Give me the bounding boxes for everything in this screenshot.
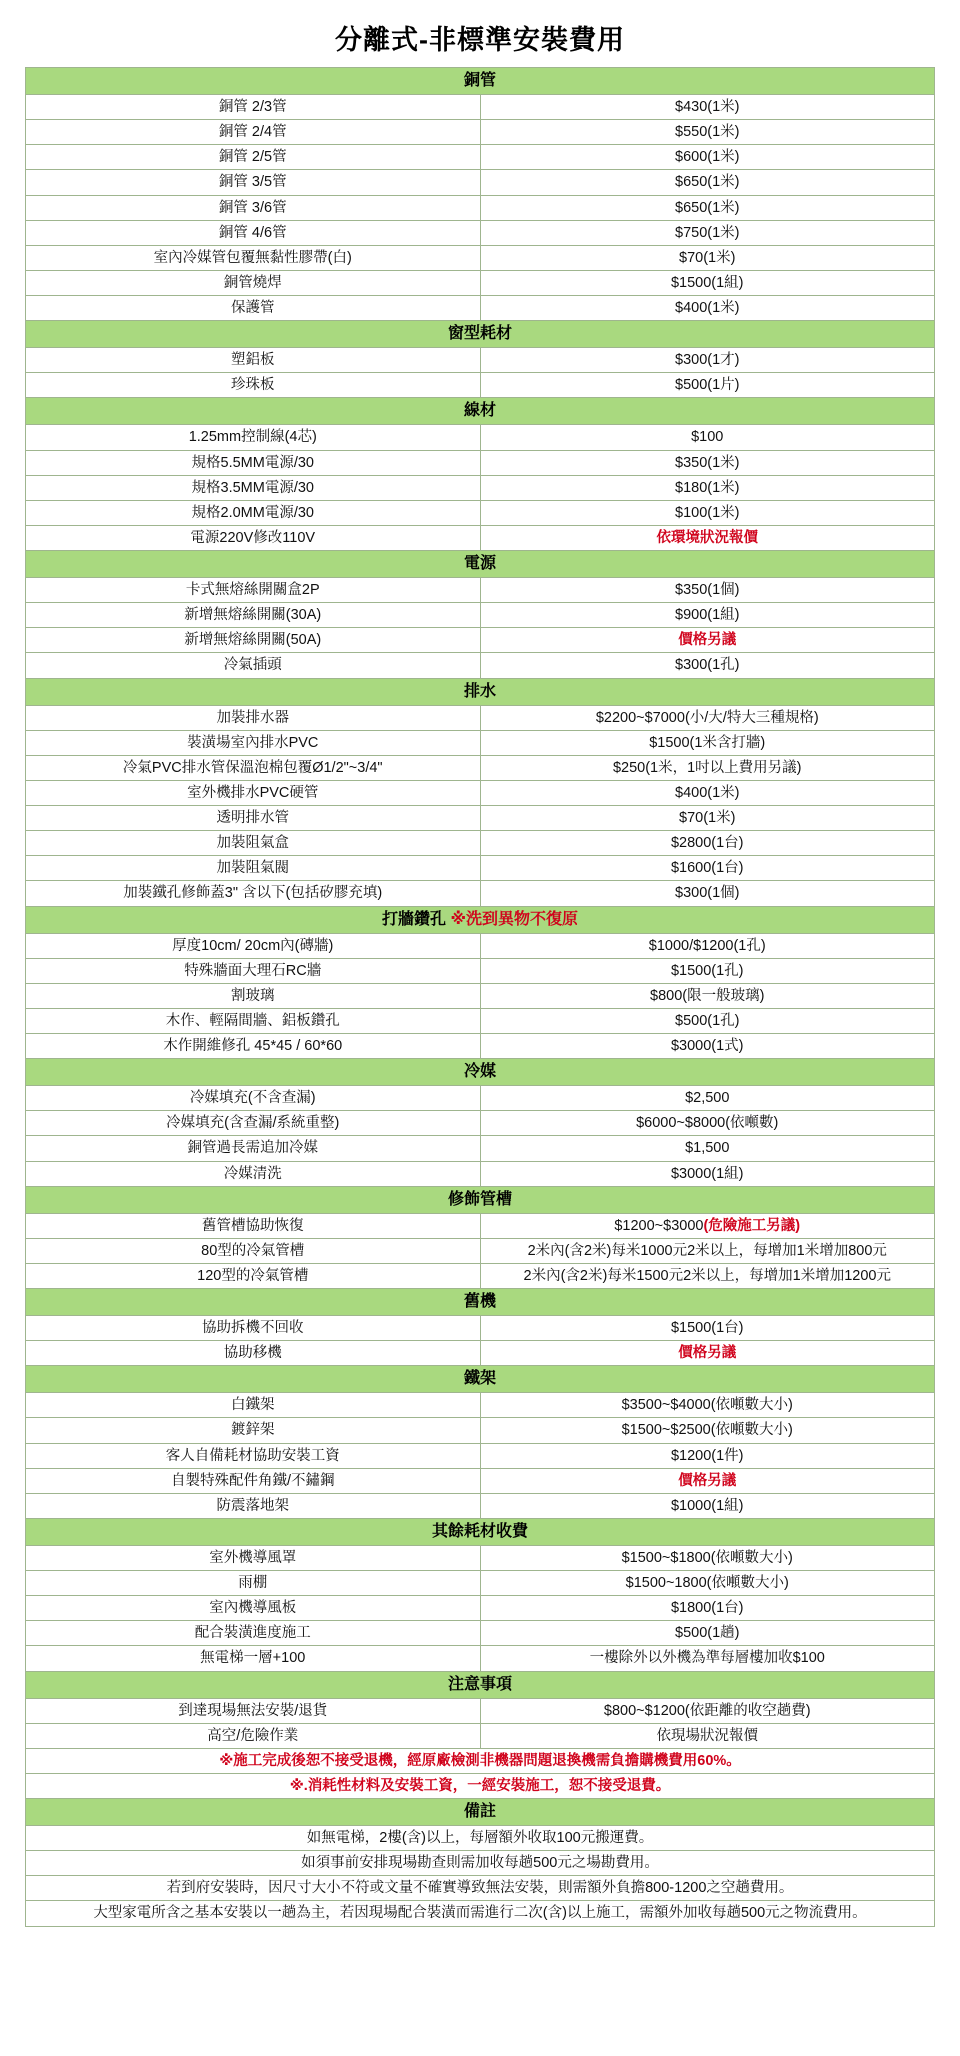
remark-row	[26, 1826, 935, 1851]
table-row	[26, 933, 935, 958]
remark-row	[26, 1901, 935, 1926]
table-row	[26, 1034, 935, 1059]
table-row	[26, 425, 935, 450]
item-label: 鍍鋅架	[26, 1418, 481, 1443]
section-header	[26, 906, 935, 933]
item-label: 室內冷媒管包覆無黏性膠帶(白)	[26, 245, 481, 270]
item-price: $500(1趟)	[480, 1621, 935, 1646]
section-header	[26, 1799, 935, 1826]
item-price: $500(1孔)	[480, 1008, 935, 1033]
item-price: $650(1米)	[480, 170, 935, 195]
table-row	[26, 755, 935, 780]
table-row	[26, 296, 935, 321]
item-price: 依環境狀況報價	[480, 525, 935, 550]
item-label: 木作開維修孔 45*45 / 60*60	[26, 1034, 481, 1059]
section-title: 冷媒	[26, 1059, 935, 1086]
section-title: 其餘耗材收費	[26, 1518, 935, 1545]
item-price: $350(1米)	[480, 450, 935, 475]
item-price: $1800(1台)	[480, 1596, 935, 1621]
item-price: $800(限一般玻璃)	[480, 983, 935, 1008]
item-price: $1500(1台)	[480, 1316, 935, 1341]
table-row	[26, 348, 935, 373]
item-label: 協助移機	[26, 1341, 481, 1366]
item-label: 透明排水管	[26, 806, 481, 831]
item-price: $70(1米)	[480, 245, 935, 270]
item-label: 白鐵架	[26, 1393, 481, 1418]
table-row	[26, 1341, 935, 1366]
item-label: 舊管槽協助恢復	[26, 1213, 481, 1238]
item-label: 室內機導風板	[26, 1596, 481, 1621]
item-label: 自製特殊配件角鐵/不鏽鋼	[26, 1468, 481, 1493]
table-row	[26, 1621, 935, 1646]
item-price: 2米內(含2米)每米1500元2米以上，每增加1米增加1200元	[480, 1263, 935, 1288]
table-row	[26, 1263, 935, 1288]
remark-text: 若到府安裝時，因尺寸大小不符或文量不確實導致無法安裝，則需額外負擔800-1200之空趟費用。	[26, 1876, 935, 1901]
table-row	[26, 1213, 935, 1238]
remark-text: 如須事前安排現場勘查則需加收每趟500元之場勘費用。	[26, 1851, 935, 1876]
table-row	[26, 1238, 935, 1263]
item-label: 雨棚	[26, 1571, 481, 1596]
section-title: 打牆鑽孔 ※洗到異物不復原	[26, 906, 935, 933]
item-price: $300(1才)	[480, 348, 935, 373]
item-price: $1500(1米含打牆)	[480, 730, 935, 755]
item-label: 厚度10cm/ 20cm內(磚牆)	[26, 933, 481, 958]
table-row	[26, 1418, 935, 1443]
table-row	[26, 220, 935, 245]
item-label: 銅管 4/6管	[26, 220, 481, 245]
item-label: 到達現場無法安裝/退貨	[26, 1698, 481, 1723]
section-header	[26, 551, 935, 578]
table-row	[26, 578, 935, 603]
item-price: $350(1個)	[480, 578, 935, 603]
item-price: 價格另議	[480, 628, 935, 653]
notice-text: ※施工完成後恕不接受退機，經原廠檢測非機器問題退換機需負擔購機費用60%。	[26, 1748, 935, 1773]
section-title: 舊機	[26, 1289, 935, 1316]
item-label: 加裝排水器	[26, 705, 481, 730]
price-table	[25, 67, 935, 1927]
table-row	[26, 730, 935, 755]
item-label: 冷氣PVC排水管保溫泡棉包覆Ø1/2"~3/4"	[26, 755, 481, 780]
item-price: 依現場狀況報價	[480, 1723, 935, 1748]
item-label: 銅管 3/6管	[26, 195, 481, 220]
table-row	[26, 245, 935, 270]
table-row	[26, 1698, 935, 1723]
item-price: $650(1米)	[480, 195, 935, 220]
table-row	[26, 1008, 935, 1033]
notice-row	[26, 1773, 935, 1798]
remark-text: 如無電梯，2樓(含)以上，每層額外收取100元搬運費。	[26, 1826, 935, 1851]
table-row	[26, 170, 935, 195]
item-price: $300(1孔)	[480, 653, 935, 678]
item-price: $6000~$8000(依噸數)	[480, 1111, 935, 1136]
item-label: 防震落地架	[26, 1493, 481, 1518]
section-title: 鐵架	[26, 1366, 935, 1393]
table-row	[26, 1111, 935, 1136]
section-header	[26, 1059, 935, 1086]
table-row	[26, 1571, 935, 1596]
item-label: 裝潢場室內排水PVC	[26, 730, 481, 755]
item-label: 規格5.5MM電源/30	[26, 450, 481, 475]
item-label: 室外機排水PVC硬管	[26, 780, 481, 805]
section-header	[26, 1518, 935, 1545]
section-header	[26, 1186, 935, 1213]
section-title: 排水	[26, 678, 935, 705]
item-label: 新增無熔絲開關(30A)	[26, 603, 481, 628]
item-label: 規格2.0MM電源/30	[26, 500, 481, 525]
item-price: $1500~$1800(依噸數大小)	[480, 1545, 935, 1570]
table-row	[26, 1646, 935, 1671]
item-label: 銅管過長需追加冷媒	[26, 1136, 481, 1161]
notice-row	[26, 1748, 935, 1773]
item-price: $500(1片)	[480, 373, 935, 398]
table-row	[26, 145, 935, 170]
section-title: 窗型耗材	[26, 321, 935, 348]
section-header	[26, 68, 935, 95]
table-row	[26, 1136, 935, 1161]
item-label: 配合裝潢進度施工	[26, 1621, 481, 1646]
notice-text: ※.消耗性材料及安裝工資，一經安裝施工，恕不接受退費。	[26, 1773, 935, 1798]
section-header	[26, 1366, 935, 1393]
item-label: 木作、輕隔間牆、鋁板鑽孔	[26, 1008, 481, 1033]
item-price: 一樓除外以外機為準每層樓加收$100	[480, 1646, 935, 1671]
table-row	[26, 525, 935, 550]
item-label: 割玻璃	[26, 983, 481, 1008]
item-label: 銅管 2/4管	[26, 120, 481, 145]
item-price: $400(1米)	[480, 296, 935, 321]
table-row	[26, 603, 935, 628]
item-price: $1500(1孔)	[480, 958, 935, 983]
item-price: $900(1組)	[480, 603, 935, 628]
table-row	[26, 1316, 935, 1341]
item-label: 新增無熔絲開關(50A)	[26, 628, 481, 653]
table-row	[26, 983, 935, 1008]
item-label: 80型的冷氣管槽	[26, 1238, 481, 1263]
item-label: 1.25mm控制線(4芯)	[26, 425, 481, 450]
item-label: 協助拆機不回收	[26, 1316, 481, 1341]
item-label: 珍珠板	[26, 373, 481, 398]
table-row	[26, 1086, 935, 1111]
item-price: $1200(1件)	[480, 1443, 935, 1468]
table-row	[26, 95, 935, 120]
table-row	[26, 705, 935, 730]
item-label: 無電梯一層+100	[26, 1646, 481, 1671]
table-row	[26, 373, 935, 398]
item-label: 加裝鐵孔修飾蓋3" 含以下(包括矽膠充填)	[26, 881, 481, 906]
section-header	[26, 321, 935, 348]
item-price: $3000(1組)	[480, 1161, 935, 1186]
table-row	[26, 653, 935, 678]
item-price: $1500~$2500(依噸數大小)	[480, 1418, 935, 1443]
table-row	[26, 1545, 935, 1570]
item-price: $430(1米)	[480, 95, 935, 120]
item-label: 特殊牆面大理石RC牆	[26, 958, 481, 983]
section-title: 電源	[26, 551, 935, 578]
item-price: 價格另議	[480, 1468, 935, 1493]
item-label: 客人自備耗材協助安裝工資	[26, 1443, 481, 1468]
item-label: 卡式無熔絲開關盒2P	[26, 578, 481, 603]
table-row	[26, 1493, 935, 1518]
item-price: $250(1米，1吋以上費用另議)	[480, 755, 935, 780]
item-label: 銅管 3/5管	[26, 170, 481, 195]
item-price: $3500~$4000(依噸數大小)	[480, 1393, 935, 1418]
item-label: 120型的冷氣管槽	[26, 1263, 481, 1288]
table-row	[26, 881, 935, 906]
item-label: 冷媒清洗	[26, 1161, 481, 1186]
section-title: 銅管	[26, 68, 935, 95]
item-price: $1500~1800(依噸數大小)	[480, 1571, 935, 1596]
table-row	[26, 780, 935, 805]
table-row	[26, 806, 935, 831]
table-row	[26, 628, 935, 653]
section-title: 注意事項	[26, 1671, 935, 1698]
item-price: $600(1米)	[480, 145, 935, 170]
item-price: $1500(1組)	[480, 270, 935, 295]
table-row	[26, 1723, 935, 1748]
item-price: $800~$1200(依距離的收空趟費)	[480, 1698, 935, 1723]
item-price: $180(1米)	[480, 475, 935, 500]
item-label: 塑鋁板	[26, 348, 481, 373]
section-header	[26, 1671, 935, 1698]
item-label: 冷氣插頭	[26, 653, 481, 678]
remark-row	[26, 1851, 935, 1876]
item-price: $3000(1式)	[480, 1034, 935, 1059]
item-price: $2200~$7000(小/大/特大三種規格)	[480, 705, 935, 730]
item-label: 加裝阻氣盒	[26, 831, 481, 856]
item-label: 加裝阻氣閥	[26, 856, 481, 881]
item-price: $2,500	[480, 1086, 935, 1111]
item-price: 價格另議	[480, 1341, 935, 1366]
table-row	[26, 500, 935, 525]
remark-text: 大型家電所含之基本安裝以一趟為主，若因現場配合裝潢而需進行二次(含)以上施工，需額外加收每趟500元之物流費用。	[26, 1901, 935, 1926]
item-label: 電源220V修改110V	[26, 525, 481, 550]
item-price: $1200~$3000(危險施工另議)	[480, 1213, 935, 1238]
item-label: 室外機導風罩	[26, 1545, 481, 1570]
table-row	[26, 270, 935, 295]
item-price: $1000/$1200(1孔)	[480, 933, 935, 958]
table-row	[26, 1161, 935, 1186]
item-price: $1600(1台)	[480, 856, 935, 881]
table-row	[26, 1443, 935, 1468]
table-row	[26, 1468, 935, 1493]
item-price: $2800(1台)	[480, 831, 935, 856]
table-row	[26, 195, 935, 220]
item-price: $400(1米)	[480, 780, 935, 805]
table-row	[26, 831, 935, 856]
item-price: $1,500	[480, 1136, 935, 1161]
item-price: $1000(1組)	[480, 1493, 935, 1518]
section-header	[26, 678, 935, 705]
table-row	[26, 1393, 935, 1418]
table-row	[26, 856, 935, 881]
table-row	[26, 120, 935, 145]
table-row	[26, 475, 935, 500]
section-title: 備註	[26, 1799, 935, 1826]
item-price: $70(1米)	[480, 806, 935, 831]
section-title: 線材	[26, 398, 935, 425]
section-header	[26, 398, 935, 425]
remark-row	[26, 1876, 935, 1901]
item-price: $300(1個)	[480, 881, 935, 906]
item-label: 規格3.5MM電源/30	[26, 475, 481, 500]
item-price: 2米內(含2米)每米1000元2米以上，每增加1米增加800元	[480, 1238, 935, 1263]
table-row	[26, 450, 935, 475]
item-label: 冷媒填充(含查漏/系統重整)	[26, 1111, 481, 1136]
item-price: $100	[480, 425, 935, 450]
table-row	[26, 958, 935, 983]
item-price: $100(1米)	[480, 500, 935, 525]
item-label: 高空/危險作業	[26, 1723, 481, 1748]
item-label: 銅管 2/5管	[26, 145, 481, 170]
section-title: 修飾管槽	[26, 1186, 935, 1213]
table-row	[26, 1596, 935, 1621]
item-price: $750(1米)	[480, 220, 935, 245]
item-label: 冷媒填充(不含查漏)	[26, 1086, 481, 1111]
page-title: 分離式-非標準安裝費用	[335, 25, 625, 55]
price-table-body	[26, 68, 935, 1927]
item-price: $550(1米)	[480, 120, 935, 145]
item-label: 保護管	[26, 296, 481, 321]
item-label: 銅管燒焊	[26, 270, 481, 295]
section-header	[26, 1289, 935, 1316]
item-label: 銅管 2/3管	[26, 95, 481, 120]
